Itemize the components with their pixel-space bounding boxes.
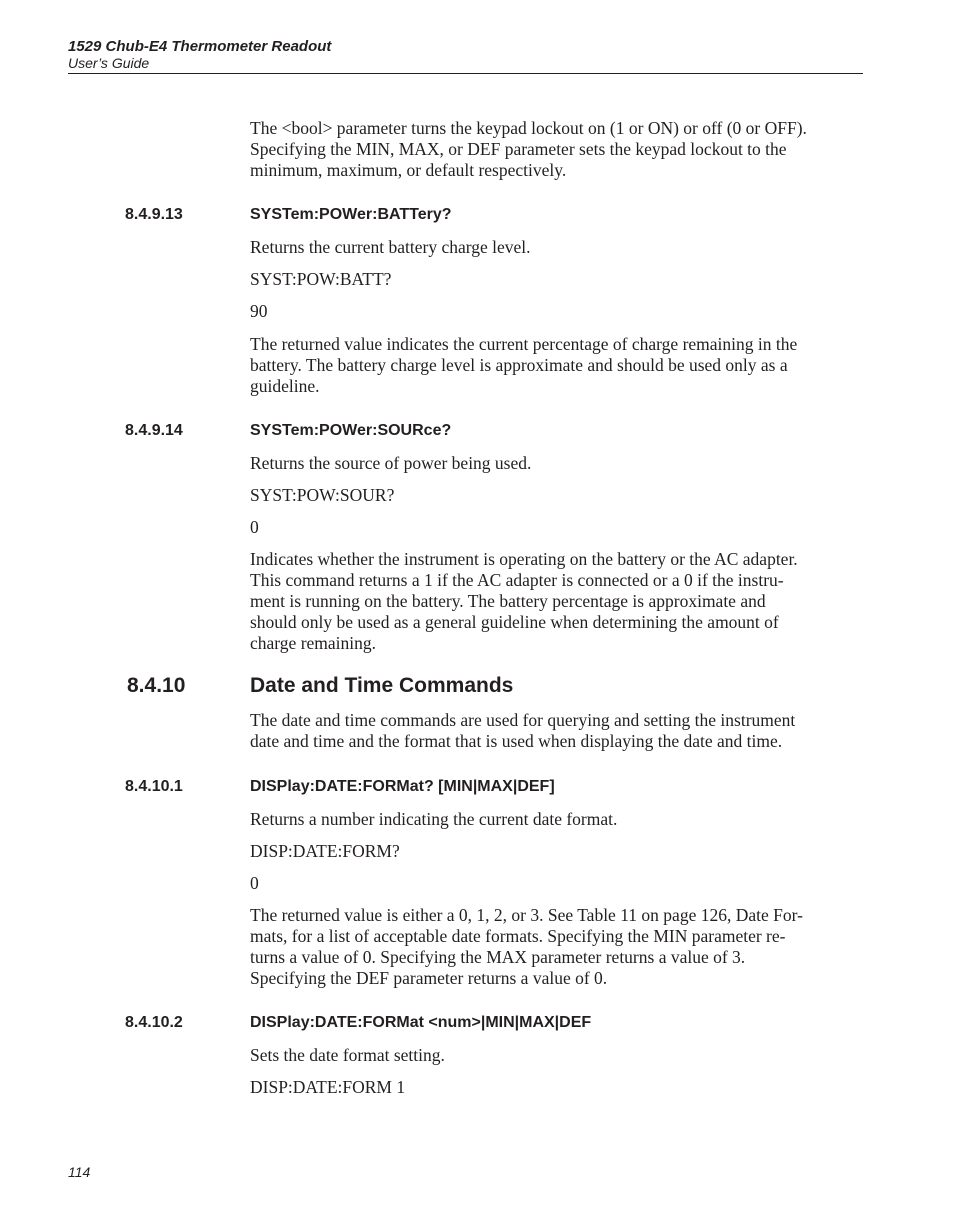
battery-notes [250, 334, 865, 397]
date-format-query-note-line: The returned value is either a 0, 1, 2, or 3. See Table 11 on page 126, Date For- [250, 905, 803, 925]
date-format-query-example-command: DISP:DATE:FORM? [250, 841, 400, 861]
battery-example-command: SYST:POW:BATT? [250, 269, 392, 289]
intro-line: Specifying the MIN, MAX, or DEF parameter sets the keypad lockout to the [250, 139, 787, 159]
source-note-line: should only be used as a general guideline when determining the amount of [250, 612, 779, 632]
intro-line: The <bool> parameter turns the keypad lockout on (1 or ON) or off (0 or OFF). [250, 118, 807, 138]
date-format-query-note-line: turns a value of 0. Specifying the MAX parameter returns a value of 3. [250, 947, 746, 967]
section-title-battery: SYSTem:POWer:BATTery? [250, 206, 452, 223]
date-format-query-example-response: 0 [250, 873, 259, 893]
page-number: 114 [68, 1164, 91, 1180]
source-description: Returns the source of power being used. [250, 453, 532, 473]
header-subtitle: User’s Guide [68, 55, 150, 71]
date-format-query-note-line: Specifying the DEF parameter returns a value of 0. [250, 968, 608, 988]
intro-paragraph [250, 118, 865, 181]
header-title: 1529 Chub-E4 Thermometer Readout [68, 38, 332, 55]
date-format-set-description: Sets the date format setting. [250, 1045, 445, 1065]
section-number-date-format-set: 8.4.10.2 [125, 1014, 183, 1031]
source-example-command: SYST:POW:SOUR? [250, 485, 395, 505]
date-format-query-notes [250, 905, 865, 989]
section-number-source: 8.4.9.14 [125, 422, 183, 439]
date-time-line: date and time and the format that is used when displaying the date and time. [250, 731, 783, 751]
date-time-line: The date and time commands are used for querying and setting the instrument [250, 710, 796, 730]
date-time-paragraph [250, 710, 865, 752]
intro-line: minimum, maximum, or default respectively. [250, 160, 567, 180]
section-number-date-format-query: 8.4.10.1 [125, 778, 183, 795]
date-format-query-description: Returns a number indicating the current date format. [250, 809, 618, 829]
source-note-line: ment is running on the battery. The battery percentage is approximate and [250, 591, 766, 611]
source-note-line: This command returns a 1 if the AC adapter is connected or a 0 if the instru- [250, 570, 784, 590]
date-format-query-note-line: mats, for a list of acceptable date formats. Specifying the MIN parameter re- [250, 926, 786, 946]
source-notes [250, 549, 865, 654]
section-number-date-time: 8.4.10 [127, 674, 186, 697]
date-format-set-example-command: DISP:DATE:FORM 1 [250, 1077, 406, 1097]
battery-note-line: battery. The battery charge level is approximate and should be used only as a [250, 355, 788, 375]
section-title-date-format-query: DISPlay:DATE:FORMat? [MIN|MAX|DEF] [250, 778, 555, 795]
source-note-line: charge remaining. [250, 633, 377, 653]
running-header [68, 37, 863, 74]
source-example-response: 0 [250, 517, 259, 537]
section-title-date-time: Date and Time Commands [250, 674, 514, 697]
battery-example-response: 90 [250, 301, 268, 321]
battery-description: Returns the current battery charge level. [250, 237, 531, 257]
battery-note-line: The returned value indicates the current percentage of charge remaining in the [250, 334, 798, 354]
section-number-battery: 8.4.9.13 [125, 206, 183, 223]
source-note-line: Indicates whether the instrument is operating on the battery or the AC adapter. [250, 549, 798, 569]
section-title-source: SYSTem:POWer:SOURce? [250, 422, 452, 439]
section-title-date-format-set: DISPlay:DATE:FORMat <num>|MIN|MAX|DEF [250, 1014, 592, 1031]
battery-note-line: guideline. [250, 376, 320, 396]
